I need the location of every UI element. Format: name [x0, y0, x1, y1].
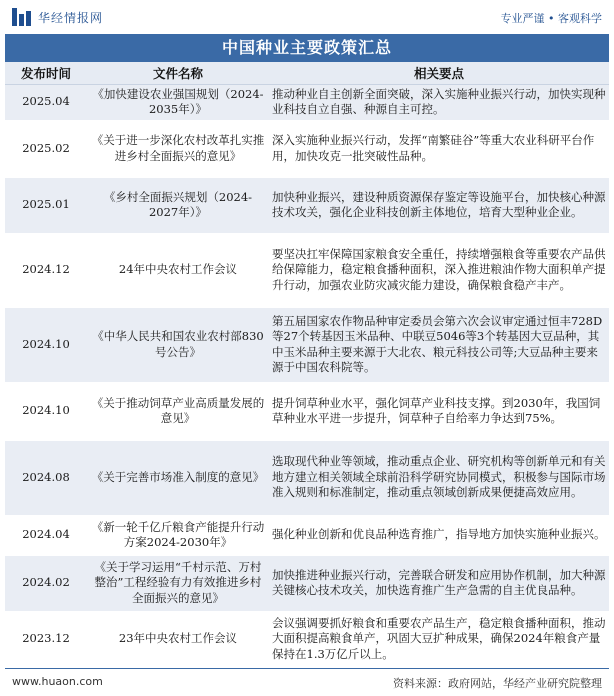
row-point: 加快推进种业振兴行动，完善联合研发和应用协作机制，加大种源关键核心技术攻关，加快选育推广生产急需的自主优良品种。 [269, 555, 609, 611]
footer-divider [5, 668, 609, 669]
row-point: 深入实施种业振兴行动，发挥“南繁硅谷”等重大农业科研平台作用，加快攻克一批突破性品种。 [269, 120, 609, 177]
bar-chart-icon [12, 8, 32, 26]
row-name: 《关于进一步深化农村改革扎实推进乡村全面振兴的意见》 [87, 120, 269, 177]
footer [0, 668, 614, 696]
row-point: 选取现代种业等领域，推动重点企业、研究机构等创新单元和有关地方建立相关领域全球前沿科学研究协同模式，积极参与国际市场准入规则和标准制定，推动重点领域创新成果便捷高效应用。 [269, 440, 609, 515]
row-date: 2024.04 [5, 515, 87, 555]
footer-url: www.huaon.com [12, 675, 103, 688]
header-points: 相关要点 [269, 62, 609, 84]
row-name: 《乡村全面振兴规划（2024-2027年）》 [87, 177, 269, 233]
row-date: 2025.02 [5, 120, 87, 177]
top-bar [0, 0, 614, 34]
table-row [5, 515, 609, 555]
table-row [5, 382, 609, 440]
footer-source: 资料来源：政府网站，华经产业研究院整理 [393, 677, 602, 690]
row-point: 第五届国家农作物品种审定委员会第六次会议审定通过恒丰728D等27个转基因玉米品种、中联豆5046等3个转基因大豆品种，其中玉米品种主要来源于大北农、粮元科技公司等;大豆品种主要来源于中国农科院等。 [269, 307, 609, 382]
row-point: 提升饲草种业水平，强化饲草产业科技支撑。到2030年，我国饲草种业水平进一步提升，饲草种子自给率力争达到75%。 [269, 382, 609, 440]
table-row [5, 233, 609, 307]
row-date: 2024.10 [5, 307, 87, 382]
row-date: 2023.12 [5, 611, 87, 667]
row-date: 2024.12 [5, 233, 87, 307]
header-date: 发布时间 [5, 62, 87, 84]
row-point: 推动种业自主创新全面突破，深入实施种业振兴行动，加快实现种业科技自立自强、种源自主可控。 [269, 84, 609, 120]
table-header-row [5, 62, 609, 84]
table-row [5, 307, 609, 382]
table-row [5, 611, 609, 667]
row-point: 要坚决扛牢保障国家粮食安全重任，持续增强粮食等重要农产品供给保障能力，稳定粮食播种面积，深入推进粮油作物大面积单产提升行动，加强农业防灾减灾能力建设，确保粮食稳产丰产。 [269, 233, 609, 307]
row-date: 2024.10 [5, 382, 87, 440]
header-name: 文件名称 [87, 62, 269, 84]
table-row [5, 555, 609, 611]
row-name: 《关于完善市场准入制度的意见》 [87, 440, 269, 515]
row-name: 《加快建设农业强国规划（2024-2035年）》 [87, 84, 269, 120]
brand-name: 华经情报网 [38, 10, 104, 25]
table-row [5, 177, 609, 233]
row-point: 加快种业振兴，建设种质资源保存鉴定等设施平台，加快核心种源技术攻关，强化企业科技创新主体地位，培育大型种业企业。 [269, 177, 609, 233]
table-row [5, 440, 609, 515]
row-name: 《关于推动饲草产业高质量发展的意见》 [87, 382, 269, 440]
row-point: 会议强调要抓好粮食和重要农产品生产，稳定粮食播种面积，推动大面积提高粮食单产，巩固大豆扩种成果，确保2024年粮食产量保持在1.3万亿斤以上。 [269, 611, 609, 667]
row-date: 2024.02 [5, 555, 87, 611]
brand-slogan: 专业严谨 • 客观科学 [500, 12, 602, 25]
brand-logo [12, 8, 103, 26]
row-name: 24年中央农村工作会议 [87, 233, 269, 307]
row-date: 2024.08 [5, 440, 87, 515]
table-row [5, 84, 609, 120]
table-row [5, 120, 609, 177]
row-date: 2025.01 [5, 177, 87, 233]
row-point: 强化种业创新和优良品种选育推广，指导地方加快实施种业振兴。 [269, 515, 609, 555]
row-name: 23年中央农村工作会议 [87, 611, 269, 667]
page-title: 中国种业主要政策汇总 [5, 34, 609, 62]
row-name: 《中华人民共和国农业农村部830号公告》 [87, 307, 269, 382]
row-name: 《新一轮千亿斤粮食产能提升行动方案2024-2030年》 [87, 515, 269, 555]
policy-table [5, 62, 609, 668]
row-date: 2025.04 [5, 84, 87, 120]
row-name: 《关于学习运用“千村示范、万村整治”工程经验有力有效推进乡村全面振兴的意见》 [87, 555, 269, 611]
